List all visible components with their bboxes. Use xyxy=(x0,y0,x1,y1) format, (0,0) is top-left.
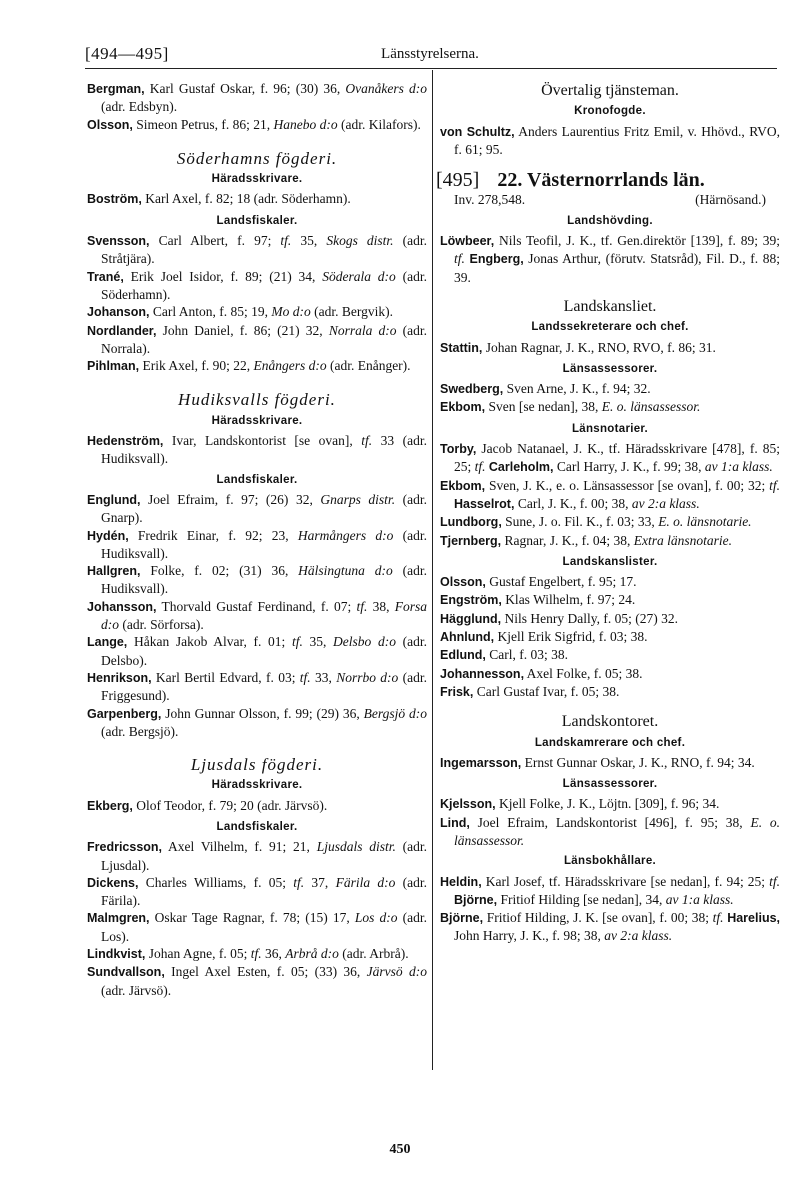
entry: Edlund, Carl, f. 03; 38. xyxy=(440,647,568,663)
italic-text: Gnarps distr. xyxy=(320,491,396,507)
entry-name: Garpenberg, xyxy=(87,706,162,721)
entry-name: Fredricsson, xyxy=(87,840,163,855)
entry-name: Sundvallson, xyxy=(87,965,165,980)
entry-name: Boström, xyxy=(87,192,142,207)
entry-name: Hägglund, xyxy=(440,611,502,626)
section-subheading: Landsfiskaler. xyxy=(216,214,298,227)
entry-name: Ingemarsson, xyxy=(440,755,522,770)
entry-name: Dickens, xyxy=(87,875,139,890)
county-heading xyxy=(436,169,780,192)
entry: Pihlman, Erik Axel, f. 90; 22, Enångers d:o (adr. Enånger). xyxy=(87,358,411,374)
italic-text: Ovanåkers d:o xyxy=(345,81,427,96)
entry: Stattin, Johan Ragnar, J. K., RNO, RVO, f. 86; 31. xyxy=(440,339,716,355)
entry-name: Pihlman, xyxy=(87,359,140,374)
section-subheading: Länsbokhållare. xyxy=(563,855,657,868)
italic-text: Norrbo d:o xyxy=(336,669,399,685)
italic-text: E. o. länsassessor. xyxy=(601,399,701,415)
entry: Lange, Håkan Jakob Alvar, f. 01; tf. 35, Delsbo d:o (adr. Delsbo). xyxy=(87,634,427,668)
entry: Johanson, Carl Anton, f. 85; 19, Mo d:o (adr. Bergvik). xyxy=(87,304,393,320)
entry-name: Kjelsson, xyxy=(440,797,496,812)
italic-text: Los d:o xyxy=(354,910,398,926)
entry-name: Ekbom, xyxy=(440,400,486,415)
entry: Lind, Joel Efraim, Landskontorist [496], f. 95; 38, E. o. länsassessor. xyxy=(440,814,780,848)
section-subheading: Häradsskrivare. xyxy=(211,414,303,427)
entry-name: Carleholm, xyxy=(488,460,554,475)
italic-text: E. o. länsassessor. xyxy=(454,814,780,848)
office-heading: Landskansliet. xyxy=(563,297,657,315)
section-subheading: Länsassessorer. xyxy=(562,778,658,791)
italic-text: tf. xyxy=(250,946,262,962)
left-column xyxy=(87,80,427,999)
italic-text: tf. xyxy=(293,874,305,890)
column-divider xyxy=(432,70,433,1070)
entry-name: Frisk, xyxy=(440,684,474,699)
italic-text: Delsbo d:o xyxy=(333,634,396,650)
italic-text: Mo d:o xyxy=(271,304,311,320)
entry: von Schultz, Anders Laurentius Fritz Emil, v. Hhövd., RVO, f. 61; 95. xyxy=(440,123,780,157)
entry-name: Henrikson, xyxy=(87,670,152,685)
header-rule xyxy=(85,68,777,69)
section-subheading: Landsfiskaler. xyxy=(216,473,298,486)
section-subheading: Landshövding. xyxy=(567,214,653,227)
entry-name: Englund, xyxy=(87,492,141,507)
entry: Henrikson, Karl Bertil Edvard, f. 03; tf. 33, Norrbo d:o (adr. Friggesund). xyxy=(87,669,427,704)
entry: Johansson, Thorvald Gustaf Ferdinand, f. 07; tf. 38, Forsa d:o (adr. Sörforsa). xyxy=(87,598,428,633)
section-subheading: Länsnotarier. xyxy=(571,422,649,435)
entry: Ekbom, Sven, J. K., e. o. Länsassessor [se ovan], f. 00; 32; tf. Hasselrot, Carl, J. K., f. 00; 38, av 2:a klass. xyxy=(440,477,780,511)
entry-name: Bergman, xyxy=(87,82,145,96)
entry-name: Lundborg, xyxy=(440,515,502,530)
entry-name: Lindkvist, xyxy=(87,947,146,962)
entry-name: Engberg, xyxy=(469,252,524,267)
district-heading: Ljusdals fögderi. xyxy=(190,755,324,775)
italic-text: Hälsingtuna d:o xyxy=(298,563,393,579)
entry-name: Engström, xyxy=(440,593,502,608)
italic-text: tf. xyxy=(291,634,303,650)
entry-name: Lange, xyxy=(87,635,128,650)
entry: Tjernberg, Ragnar, J. K., f. 04; 38, Extra länsnotarie. xyxy=(440,532,732,548)
italic-text: Söderala d:o xyxy=(322,268,396,284)
entry-name: von Schultz, xyxy=(440,124,515,139)
italic-text: tf. xyxy=(712,910,724,926)
entry: Swedberg, Sven Arne, J. K., f. 94; 32. xyxy=(440,381,651,397)
entry-name: Johanson, xyxy=(87,305,150,320)
entry-name: Johansson, xyxy=(87,599,157,614)
section-subheading: Landsfiskaler. xyxy=(216,820,298,833)
entry: Ingemarsson, Ernst Gunnar Oskar, J. K., RNO, f. 94; 34. xyxy=(440,754,755,770)
entry-name: Svensson, xyxy=(87,234,150,249)
entry: Garpenberg, John Gunnar Olsson, f. 99; (29) 36, Bergsjö d:o (adr. Bergsjö). xyxy=(87,705,427,739)
section-subheading: Kronofogde. xyxy=(574,105,646,118)
office-heading: Övertalig tjänsteman. xyxy=(541,82,679,99)
entry-name: Ekbom, xyxy=(440,478,486,493)
county-seat: (Härnösand.) xyxy=(695,192,766,208)
entry-name: Löwbeer, xyxy=(440,234,495,249)
italic-text: tf. xyxy=(280,233,292,249)
italic-text: Extra länsnotarie. xyxy=(633,532,732,548)
entry: Lindkvist, Johan Agne, f. 05; tf. 36, Arbrå d:o (adr. Arbrå). xyxy=(87,946,409,962)
entry-name: Trané, xyxy=(87,269,124,284)
entry-name: Stattin, xyxy=(440,340,483,355)
entry: Hedenström, Ivar, Landskontorist [se ovan], tf. 33 (adr. Hudiksvall). xyxy=(87,433,427,467)
entry-name: Hydén, xyxy=(87,528,129,543)
county-page-ref: [495] xyxy=(436,169,480,192)
entry: Heldin, Karl Josef, tf. Häradsskrivare [se nedan], f. 94; 25; tf. Björne, Fritiof Hilding [se nedan], 34, av 1:a klass. xyxy=(440,873,780,907)
entry-name: Nordlander, xyxy=(87,323,157,338)
district-heading: Söderhamns fögderi. xyxy=(176,148,338,168)
entry-name: Edlund, xyxy=(440,648,486,663)
entry: Fredricsson, Axel Vilhelm, f. 91; 21, Ljusdals distr. (adr. Ljusdal). xyxy=(87,839,427,873)
italic-text: Skogs distr. xyxy=(326,233,394,249)
italic-text: av 2:a klass. xyxy=(631,495,700,511)
entry: Nordlander, John Daniel, f. 86; (21) 32, Norrala d:o (adr. Norrala). xyxy=(87,322,427,356)
italic-text: tf. xyxy=(474,459,486,475)
entry: Löwbeer, Nils Teofil, J. K., tf. Gen.direktör [139], f. 89; 39; tf. Engberg, Jonas Arthur, (förutv. Statsråd), Fil. D., f. 88; 39. xyxy=(440,233,781,285)
entry: Ahnlund, Kjell Erik Sigfrid, f. 03; 38. xyxy=(440,629,648,645)
italic-text: tf. xyxy=(769,873,780,889)
entry: Dickens, Charles Williams, f. 05; tf. 37, Färila d:o (adr. Färila). xyxy=(87,874,427,909)
italic-text: tf. xyxy=(769,477,780,493)
section-subheading: Landskanslister. xyxy=(562,555,658,568)
italic-text: E. o. länsnotarie. xyxy=(658,514,752,530)
entry: Olsson, Gustaf Engelbert, f. 95; 17. xyxy=(440,574,637,590)
entry-name: Torby, xyxy=(440,442,477,457)
italic-text: Enångers d:o xyxy=(253,358,327,374)
entry: Ekberg, Olof Teodor, f. 79; 20 (adr. Järvsö). xyxy=(87,797,328,813)
population: Inv. 278,548. xyxy=(454,192,526,208)
entry: Englund, Joel Efraim, f. 97; (26) 32, Gnarps distr. (adr. Gnarp). xyxy=(87,491,427,526)
section-subheading: Landskamrerare och chef. xyxy=(534,736,686,749)
entry: Hägglund, Nils Henry Dally, f. 05; (27) 32. xyxy=(440,610,678,626)
italic-text: tf. xyxy=(356,598,368,614)
population-line xyxy=(440,191,780,208)
entry-name: Lind, xyxy=(440,815,470,830)
entry: Björne, Fritiof Hilding, J. K. [se ovan], f. 00; 38; tf. Harelius, John Harry, J. K., f. 98; 38, av 2:a klass. xyxy=(440,910,781,944)
entry: Hallgren, Folke, f. 02; (31) 36, Hälsingtuna d:o (adr. Hudiksvall). xyxy=(87,563,427,597)
italic-text: av 1:a klass. xyxy=(704,459,773,475)
entry: Lundborg, Sune, J. o. Fil. K., f. 03; 33, E. o. länsnotarie. xyxy=(440,514,752,530)
entry: Sundvallson, Ingel Axel Esten, f. 05; (33) 36, Järvsö d:o (adr. Järvsö). xyxy=(87,964,427,998)
page-number: 450 xyxy=(389,1142,411,1157)
italic-text: Norrala d:o xyxy=(328,322,397,338)
entry: Svensson, Carl Albert, f. 97; tf. 35, Skogs distr. (adr. Stråtjära). xyxy=(87,233,427,267)
entry: Olsson, Simeon Petrus, f. 86; 21, Hanebo d:o (adr. Kilafors). xyxy=(87,116,421,132)
office-heading: Landskontoret. xyxy=(561,713,659,731)
entry: Bergman, Karl Gustaf Oskar, f. 96; (30) 36, Ovanåkers d:o (adr. Edsbyn). xyxy=(87,81,427,115)
italic-text: Arbrå d:o xyxy=(285,946,339,962)
italic-text: av 1:a klass. xyxy=(665,891,734,907)
italic-text: Forsa d:o xyxy=(101,598,428,633)
entry: Engström, Klas Wilhelm, f. 97; 24. xyxy=(440,592,636,608)
entry-name: Harelius, xyxy=(727,911,781,926)
entry: Trané, Erik Joel Isidor, f. 89; (21) 34, Söderala d:o (adr. Söderhamn). xyxy=(87,268,427,302)
entry-name: Olsson, xyxy=(440,575,486,590)
italic-text: tf. xyxy=(361,433,373,449)
entry-name: Malmgren, xyxy=(87,911,150,926)
entry: Frisk, Carl Gustaf Ivar, f. 05; 38. xyxy=(440,683,620,699)
entry: Torby, Jacob Natanael, J. K., tf. Häradsskrivare [478], f. 85; 25; tf. Carleholm, Carl Harry, J. K., f. 99; 38, av 1:a klass. xyxy=(440,441,780,475)
entry-name: Björne, xyxy=(454,892,498,907)
county-title: 22. Västernorrlands län. xyxy=(497,169,705,192)
entry: Kjelsson, Kjell Folke, J. K., Löjtn. [309], f. 96; 34. xyxy=(440,796,720,812)
italic-text: Järvsö d:o xyxy=(366,964,427,980)
italic-text: Hanebo d:o xyxy=(273,116,338,132)
entry-name: Hallgren, xyxy=(87,564,141,579)
entry: Malmgren, Oskar Tage Ragnar, f. 78; (15) 17, Los d:o (adr. Los). xyxy=(87,910,427,944)
section-subheading: Landssekreterare och chef. xyxy=(531,321,689,334)
italic-text: tf. xyxy=(454,251,465,267)
entry: Hydén, Fredrik Einar, f. 92; 23, Harmångers d:o (adr. Hudiksvall). xyxy=(87,527,427,561)
right-column xyxy=(436,80,781,945)
entry-name: Johannesson, xyxy=(440,666,525,681)
entry-name: Olsson, xyxy=(87,117,133,132)
entry-name: Björne, xyxy=(440,911,484,926)
italic-text: Ljusdals distr. xyxy=(316,839,396,855)
entry-name: Tjernberg, xyxy=(440,533,502,548)
section-subheading: Häradsskrivare. xyxy=(211,779,303,792)
entry-name: Heldin, xyxy=(440,874,482,889)
entry-name: Hasselrot, xyxy=(454,496,515,511)
running-title: Länsstyrelserna. xyxy=(381,46,479,62)
entry: Johannesson, Axel Folke, f. 05; 38. xyxy=(440,665,643,681)
italic-text: av 2:a klass. xyxy=(604,928,673,944)
entry: Ekbom, Sven [se nedan], 38, E. o. länsassessor. xyxy=(440,399,701,415)
entry-name: Ekberg, xyxy=(87,798,133,813)
entry: Boström, Karl Axel, f. 82; 18 (adr. Söderhamn). xyxy=(87,191,351,207)
entry-name: Hedenström, xyxy=(87,434,164,449)
entry-name: Swedberg, xyxy=(440,382,504,397)
entry-name: Ahnlund, xyxy=(440,630,495,645)
italic-text: tf. xyxy=(299,669,311,685)
italic-text: Harmångers d:o xyxy=(297,527,394,543)
italic-text: Bergsjö d:o xyxy=(363,705,427,721)
district-heading: Hudiksvalls fögderi. xyxy=(178,390,336,410)
italic-text: Färila d:o xyxy=(335,874,396,890)
running-header xyxy=(85,44,775,66)
page-range: [494—495] xyxy=(85,44,169,63)
section-subheading: Länsassessorer. xyxy=(562,362,658,375)
section-subheading: Häradsskrivare. xyxy=(211,173,303,186)
